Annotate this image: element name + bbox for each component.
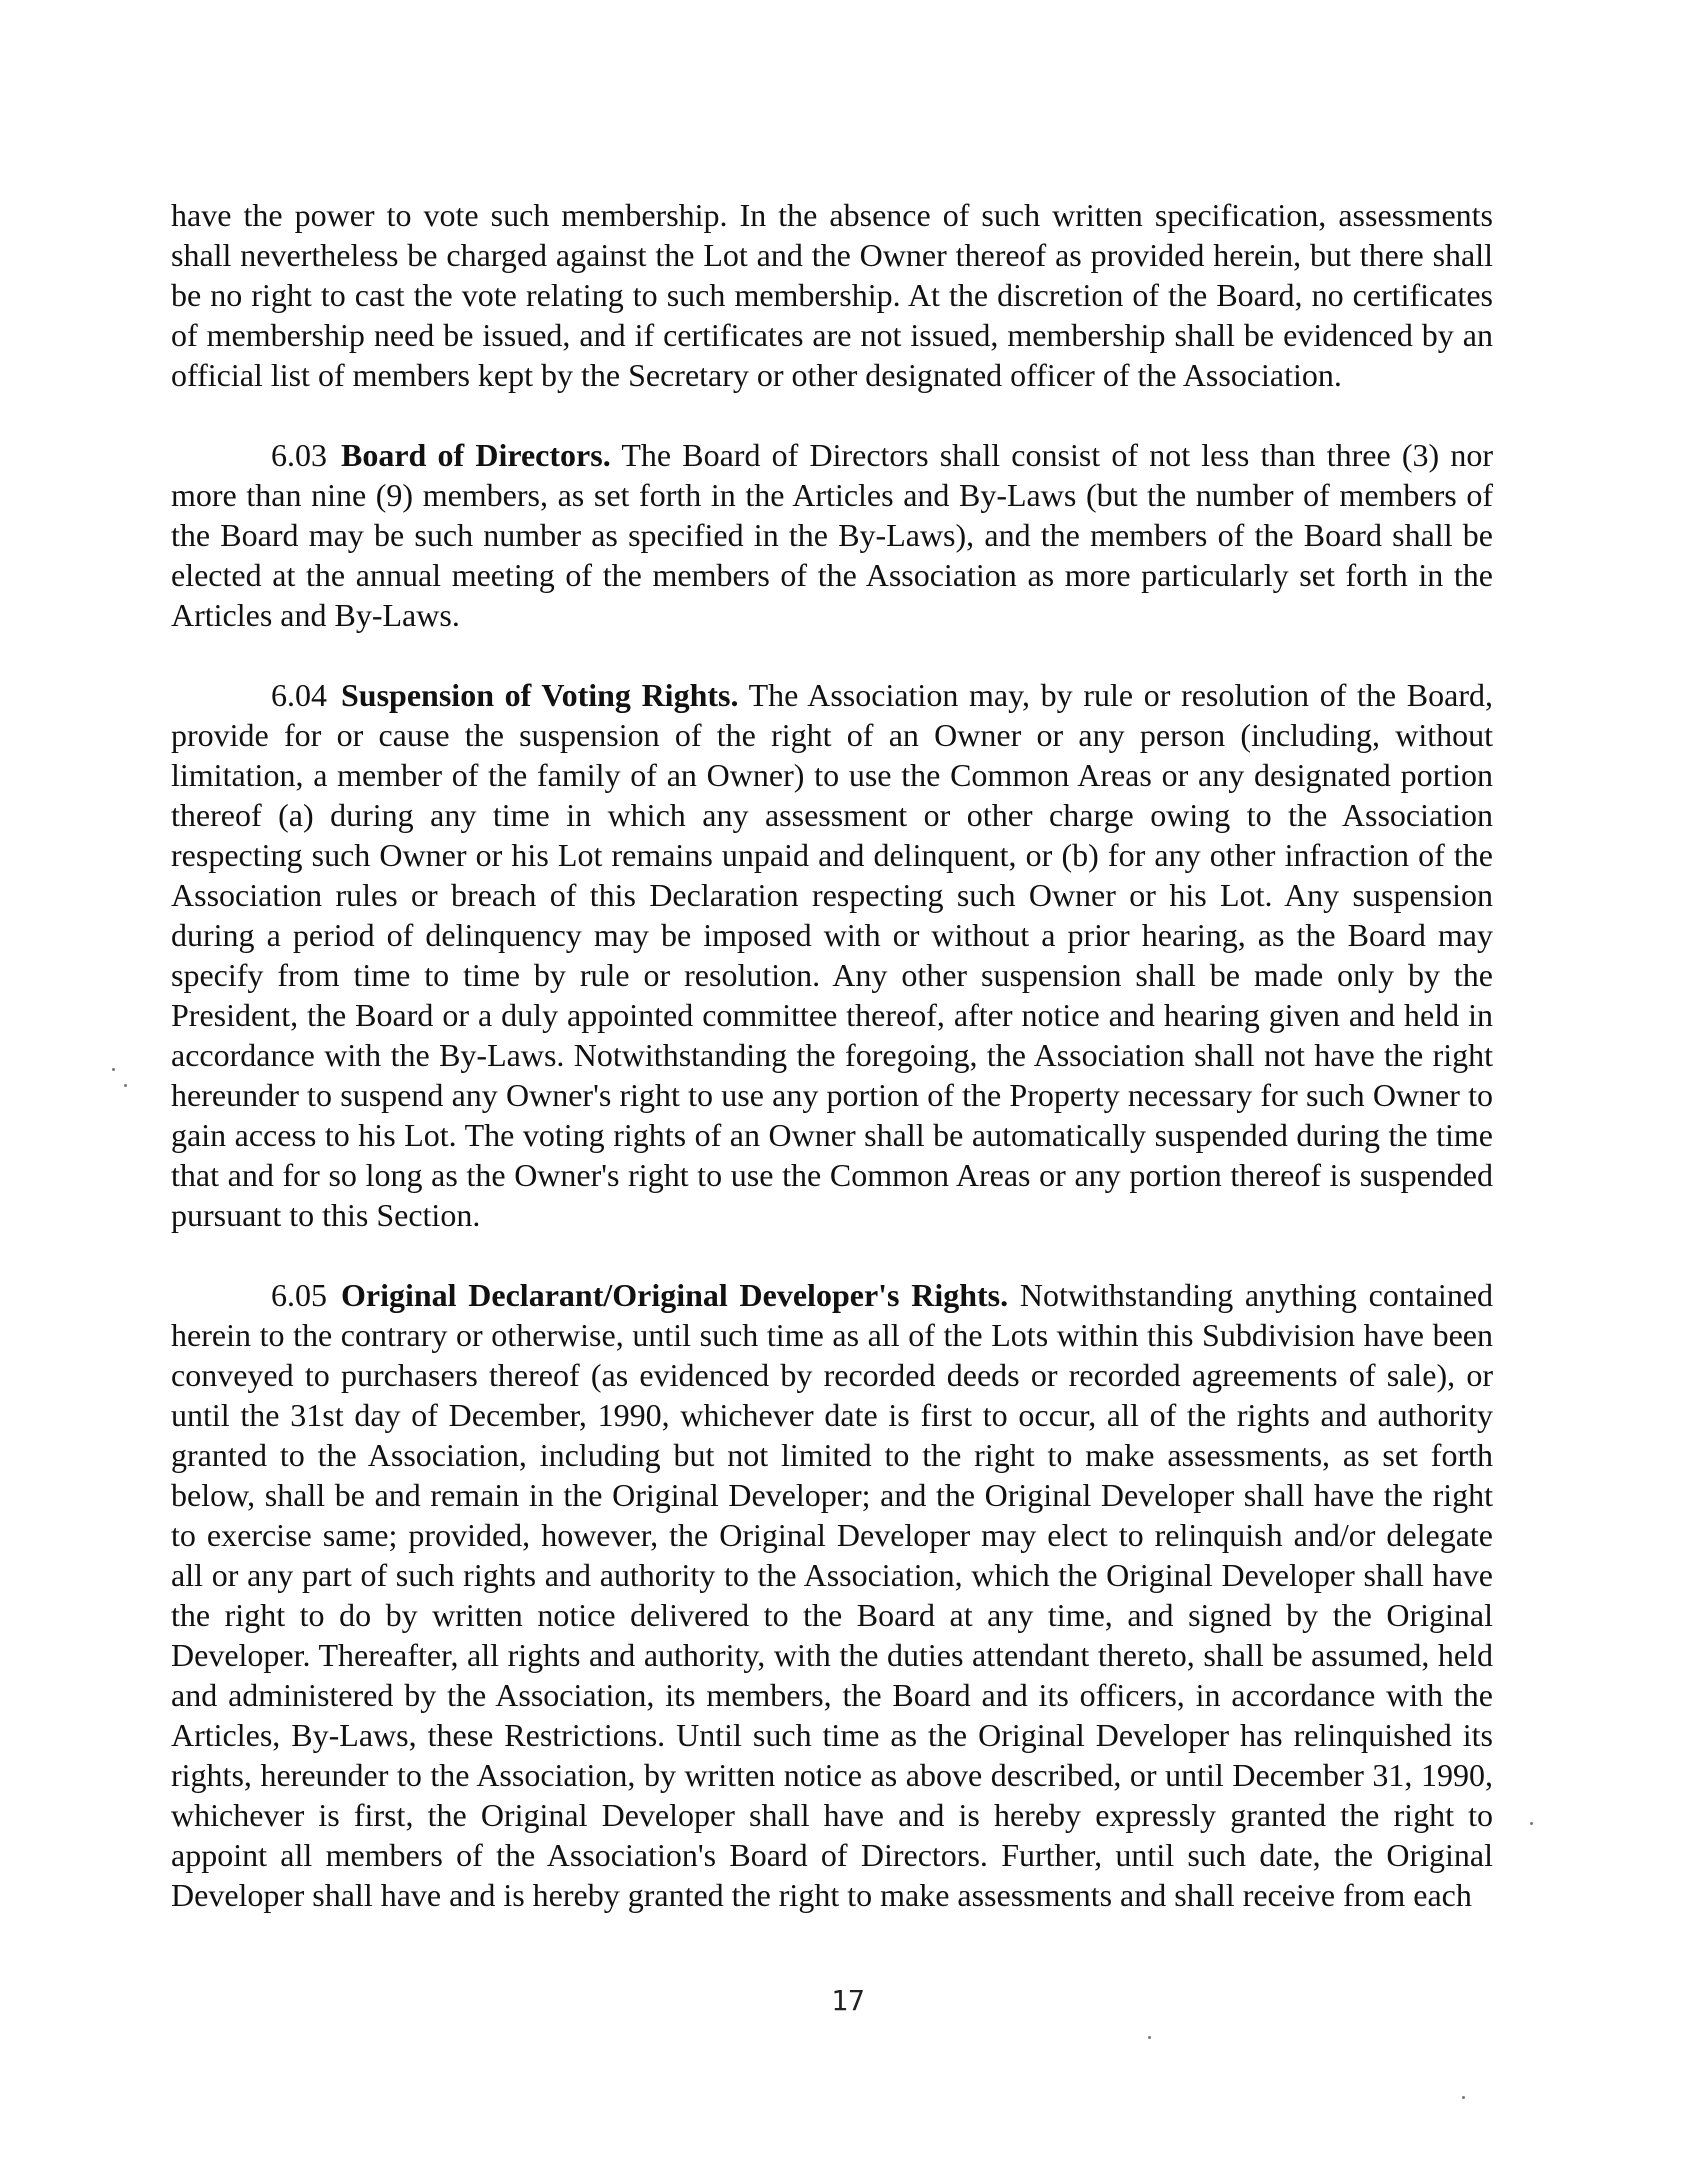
section-6-03: [171, 435, 1493, 635]
scan-speck: [124, 1084, 127, 1087]
page-number: 17: [831, 1984, 865, 2017]
section-number: 6.04: [271, 677, 327, 713]
section-number: 6.05: [271, 1277, 327, 1313]
document-body: [171, 195, 1493, 1955]
scan-speck: [1530, 1822, 1533, 1825]
paragraph-continuation: [171, 195, 1493, 395]
section-6-04: [171, 675, 1493, 1235]
scan-speck: [112, 1068, 115, 1071]
scan-speck: [1462, 2096, 1465, 2099]
section-6-05: [171, 1275, 1493, 1915]
section-body: Notwithstanding anything contained herein to the contrary or otherwise, until such time as all of the Lots within this Subdivision have been conveyed to purchasers thereof (as evidenced by recorded deeds or recorded agreements of sale), or until the 31st day of December, 1990, whichever date is first to occur, all of the rights and authority granted to the Association, including but not limited to the right to make assessments, as set forth below, shall be and remain in the Original Developer; and the Original Developer shall have the right to exercise same; provided, however, the Original Developer may elect to relinquish and/or delegate all or any part of such rights and authority to the Association, which the Original Developer shall have the right to do by written notice delivered to the Board at any time, and signed by the Original Developer. Thereafter, all rights and authority, with the duties attendant thereto, shall be assumed, held and administered by the Association, its members, the Board and its officers, in accordance with the Articles, By-Laws, these Restrictions. Until such time as the Original Developer has relinquished its rights, hereunder to the Association, by written notice as above described, or until December 31, 1990, whichever is first, the Original Developer shall have and is hereby expressly granted the right to appoint all members of the Association's Board of Directors. Further, until such date, the Original Developer shall have and is hereby granted the right to make assessments and shall receive from each: [171, 1277, 1494, 1913]
section-body: The Association may, by rule or resolution of the Board, provide for or cause the suspension of the right of an Owner or any person (including, without limitation, a member of the family of an Owner) to use the Common Areas or any designated portion thereof (a) during any time in which any assessment or other charge owing to the Association respecting such Owner or his Lot remains unpaid and delinquent, or (b) for any other infraction of the Association rules or breach of this Declaration respecting such Owner or his Lot. Any suspension during a period of delinquency may be imposed with or without a prior hearing, as the Board may specify from time to time by rule or resolution. Any other suspension shall be made only by the President, the Board or a duly appointed committee thereof, after notice and hearing given and held in accordance with the By-Laws. Notwithstanding the foregoing, the Association shall not have the right hereunder to suspend any Owner's right to use any portion of the Property necessary for such Owner to gain access to his Lot. The voting rights of an Owner shall be automatically suspended during the time that and for so long as the Owner's right to use the Common Areas or any portion thereof is suspended pursuant to this Section.: [171, 677, 1494, 1233]
scan-speck: [1148, 2036, 1151, 2039]
section-number: 6.03: [271, 437, 327, 473]
section-heading: Board of Directors.: [341, 437, 611, 473]
section-body: The Board of Directors shall consist of not less than three (3) nor more than nine (9) members, as set forth in the Articles and By-Laws (but the number of members of the Board may be such number as specified in the By-Laws), and the members of the Board shall be elected at the annual meeting of the members of the Association as more particularly set forth in the Articles and By-Laws.: [171, 437, 1494, 633]
section-heading: Original Declarant/Original Developer's Rights.: [341, 1277, 1009, 1313]
section-heading: Suspension of Voting Rights.: [341, 677, 739, 713]
paragraph-continuation-text: have the power to vote such membership. In the absence of such written specification, assessments shall nevertheless be charged against the Lot and the Owner thereof as provided herein, but there shall be no right to cast the vote relating to such membership. At the discretion of the Board, no certificates of membership need be issued, and if certificates are not issued, membership shall be evidenced by an official list of members kept by the Secretary or other designated officer of the Association.: [171, 197, 1493, 393]
